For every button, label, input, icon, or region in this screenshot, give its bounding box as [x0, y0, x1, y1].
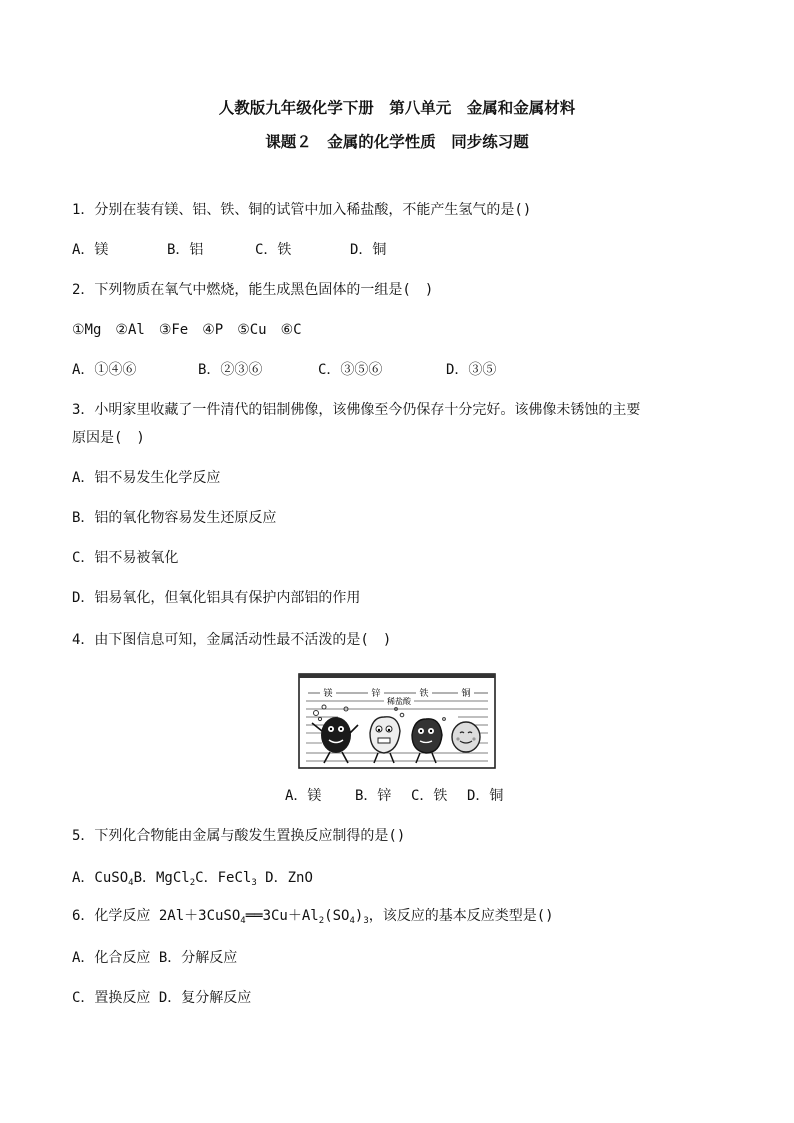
label-fe: 铁: [419, 689, 429, 699]
q5-option-a-sub: 4: [128, 878, 134, 888]
q6-sub-4: 3: [363, 916, 369, 926]
label-cu: 铜: [461, 689, 471, 699]
q3-option-d: D．铝易氧化，但氧化铝具有保护内部铝的作用: [72, 590, 361, 606]
q3-option-b: B．铝的氧化物容易发生还原反应: [72, 510, 277, 526]
q2-option-c: C．③⑤⑥: [318, 362, 383, 378]
q1-option-c: C．铁: [255, 242, 292, 258]
q4-option-a: A．镁: [285, 788, 322, 804]
q2-items: ①Mg ②Al ③Fe ④P ⑤Cu ⑥C: [72, 322, 302, 338]
q5-option-d: D．ZnO: [256, 870, 313, 886]
q6-stem: [72, 906, 554, 931]
q5-option-c: C．FeCl: [195, 870, 252, 886]
q3-option-a: A．铝不易发生化学反应: [72, 470, 221, 486]
q3-option-c: C．铝不易被氧化: [72, 550, 179, 566]
q5-option-c-sub: 3: [251, 878, 257, 888]
q4-options: [285, 786, 503, 806]
q3-stem-line1: 3．小明家里收藏了一件清代的铝制佛像，该佛像至今仍保存十分完好。该佛像未锈蚀的主要: [72, 402, 641, 418]
q5-options: [72, 868, 313, 893]
q6-stem-mid: ══3Cu＋Al: [245, 908, 319, 924]
q1-stem: 1．分别在装有镁、铝、铁、铜的试管中加入稀盐酸，不能产生氢气的是(): [72, 202, 532, 218]
q6-stem-mid3: ): [354, 908, 364, 924]
q6-sub-1: 4: [240, 916, 246, 926]
q2-options: [72, 360, 496, 380]
q6-stem-post: ，该反应的基本反应类型是(): [368, 908, 554, 924]
q5-option-b-sub: 2: [189, 878, 196, 888]
q2-option-d: D．③⑤: [446, 362, 497, 378]
q6-sub-2: 2: [318, 916, 325, 926]
q4-option-b: B．锌: [355, 788, 392, 804]
q5-stem: 5．下列化合物能由金属与酸发生置换反应制得的是(): [72, 828, 406, 844]
label-zn: 锌: [371, 689, 381, 699]
metals-in-acid-figure: [298, 673, 496, 769]
beaker-rim: [299, 674, 495, 678]
q3-stem-line2: 原因是( ): [72, 430, 145, 446]
q4-stem: 4．由下图信息可知，金属活动性最不活泼的是( ): [72, 632, 392, 648]
q1-option-a: A．镁: [72, 242, 109, 258]
q6-sub-3: 4: [349, 916, 355, 926]
q1-option-d: D．铜: [350, 242, 387, 258]
q1-options: [72, 240, 386, 260]
page-title: 人教版九年级化学下册 第八单元 金属和金属材料: [218, 98, 576, 117]
q2-option-a: A．①④⑥: [72, 362, 137, 378]
q2-stem: 2．下列物质在氧气中燃烧，能生成黑色固体的一组是( ): [72, 282, 434, 298]
q5-option-b: B．MgCl: [133, 870, 190, 886]
q6-options-line1: A．化合反应 B．分解反应: [72, 950, 238, 966]
q4-option-c: C．铁: [411, 788, 448, 804]
q6-stem-pre: 6．化学反应 2Al＋3CuSO: [72, 908, 241, 924]
q1-option-b: B．铝: [167, 242, 204, 258]
copper-character: [452, 722, 480, 752]
q6-stem-mid2: (SO: [324, 908, 350, 924]
label-acid: 稀盐酸: [387, 697, 411, 706]
page-subtitle: 课题２ 金属的化学性质 同步练习题: [265, 132, 529, 151]
q2-option-b: B．②③⑥: [198, 362, 263, 378]
label-mg: 镁: [323, 689, 333, 699]
q6-options-line2: C．置换反应 D．复分解反应: [72, 990, 252, 1006]
q5-option-a: A．CuSO: [72, 870, 129, 886]
q4-option-d: D．铜: [467, 788, 504, 804]
